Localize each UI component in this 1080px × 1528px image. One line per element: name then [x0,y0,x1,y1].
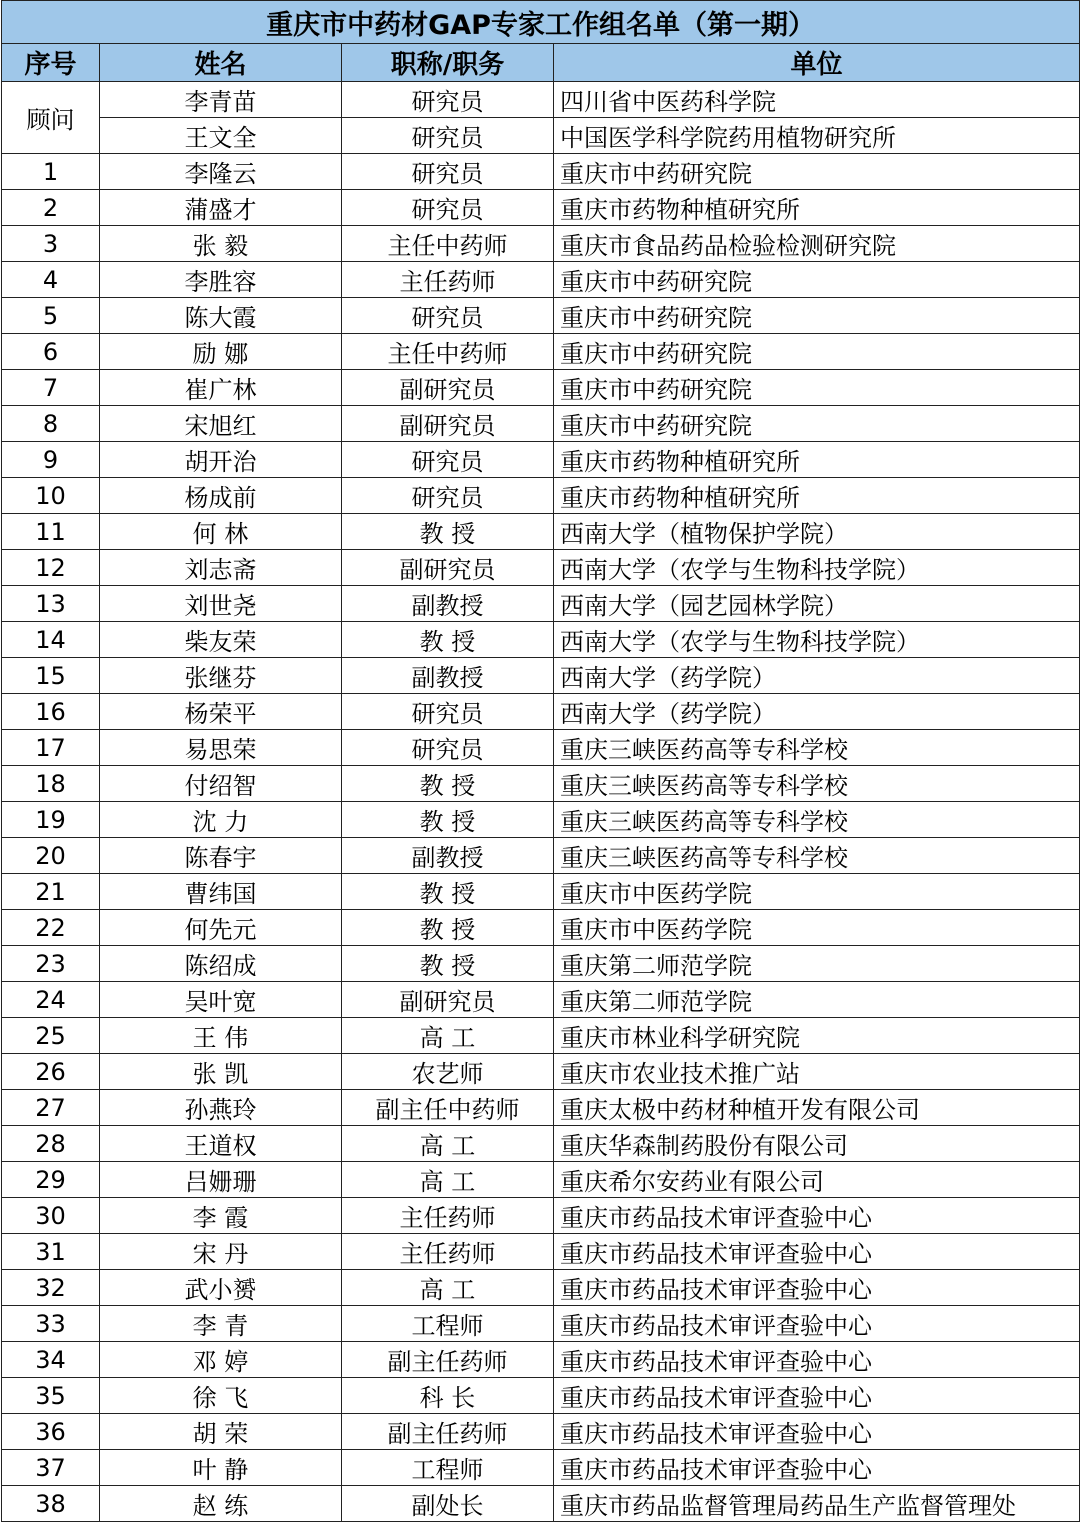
member-title: 高 工 [342,1162,554,1198]
member-title: 农艺师 [342,1054,554,1090]
member-unit: 西南大学（农学与生物科技学院） [554,550,1080,586]
member-seq: 33 [2,1306,100,1342]
table-row [2,766,1080,802]
member-seq: 36 [2,1414,100,1450]
member-title: 副研究员 [342,982,554,1018]
member-title: 副研究员 [342,370,554,406]
member-unit: 西南大学（农学与生物科技学院） [554,622,1080,658]
member-seq: 11 [2,514,100,550]
member-unit: 重庆市药物种植研究所 [554,478,1080,514]
member-seq: 37 [2,1450,100,1486]
member-unit: 重庆市药物种植研究所 [554,442,1080,478]
member-seq: 20 [2,838,100,874]
member-name: 崔广林 [100,370,342,406]
member-seq: 3 [2,226,100,262]
advisor-label: 顾问 [2,82,100,154]
member-name: 柴友荣 [100,622,342,658]
member-seq: 1 [2,154,100,190]
member-unit: 重庆市药品技术审评查验中心 [554,1378,1080,1414]
member-name: 易思荣 [100,730,342,766]
table-row [2,370,1080,406]
member-unit: 重庆市中药研究院 [554,262,1080,298]
advisor-unit: 中国医学科学院药用植物研究所 [554,118,1080,154]
member-name: 杨成前 [100,478,342,514]
table-body [2,82,1080,1522]
member-unit: 重庆市药品技术审评查验中心 [554,1270,1080,1306]
table-row [2,154,1080,190]
table-row [2,550,1080,586]
member-title: 副处长 [342,1486,554,1522]
member-title: 教 授 [342,514,554,550]
member-unit: 重庆市药品技术审评查验中心 [554,1306,1080,1342]
member-title: 研究员 [342,442,554,478]
member-title: 主任药师 [342,1234,554,1270]
advisor-title: 研究员 [342,118,554,154]
member-seq: 15 [2,658,100,694]
member-unit: 重庆市药品技术审评查验中心 [554,1342,1080,1378]
member-unit: 西南大学（药学院） [554,658,1080,694]
member-name: 付绍智 [100,766,342,802]
member-title: 研究员 [342,694,554,730]
member-name: 张 凯 [100,1054,342,1090]
table-row [2,1162,1080,1198]
member-unit: 重庆市药品技术审评查验中心 [554,1198,1080,1234]
member-seq: 27 [2,1090,100,1126]
table-row [2,1126,1080,1162]
member-unit: 西南大学（园艺园林学院） [554,586,1080,622]
table-row [2,1486,1080,1522]
member-name: 赵 练 [100,1486,342,1522]
member-unit: 重庆三峡医药高等专科学校 [554,730,1080,766]
header-seq: 序号 [2,44,100,82]
member-unit: 重庆市药品技术审评查验中心 [554,1450,1080,1486]
member-unit: 重庆华森制药股份有限公司 [554,1126,1080,1162]
member-seq: 32 [2,1270,100,1306]
table-title: 重庆市中药材GAP专家工作组名单（第一期） [2,1,1080,44]
header-unit: 单位 [554,44,1080,82]
table-row [2,1450,1080,1486]
table-row [2,298,1080,334]
member-title: 副教授 [342,586,554,622]
table-row [2,334,1080,370]
member-title: 教 授 [342,910,554,946]
member-title: 主任中药师 [342,226,554,262]
member-name: 宋旭红 [100,406,342,442]
member-seq: 6 [2,334,100,370]
member-unit: 西南大学（药学院） [554,694,1080,730]
member-name: 吕姗珊 [100,1162,342,1198]
member-name: 胡 荣 [100,1414,342,1450]
member-unit: 西南大学（植物保护学院） [554,514,1080,550]
member-name: 孙燕玲 [100,1090,342,1126]
table-row [2,802,1080,838]
member-name: 陈大霞 [100,298,342,334]
member-name: 刘志斋 [100,550,342,586]
member-seq: 5 [2,298,100,334]
member-title: 工程师 [342,1450,554,1486]
table-row [2,1270,1080,1306]
member-title: 副教授 [342,838,554,874]
table-row [2,262,1080,298]
member-name: 张继芬 [100,658,342,694]
member-unit: 重庆市药品技术审评查验中心 [554,1234,1080,1270]
member-unit: 重庆三峡医药高等专科学校 [554,802,1080,838]
table-row [2,694,1080,730]
advisor-title: 研究员 [342,82,554,118]
member-name: 胡开治 [100,442,342,478]
expert-list-table [1,0,1080,1522]
member-title: 副主任药师 [342,1342,554,1378]
table-row [2,838,1080,874]
member-seq: 2 [2,190,100,226]
member-title: 副主任药师 [342,1414,554,1450]
member-name: 刘世尧 [100,586,342,622]
member-title: 教 授 [342,946,554,982]
member-seq: 25 [2,1018,100,1054]
member-unit: 重庆三峡医药高等专科学校 [554,838,1080,874]
member-name: 邓 婷 [100,1342,342,1378]
member-title: 教 授 [342,766,554,802]
member-unit: 重庆第二师范学院 [554,946,1080,982]
member-seq: 10 [2,478,100,514]
member-unit: 重庆市中药研究院 [554,298,1080,334]
member-name: 何先元 [100,910,342,946]
member-title: 主任药师 [342,262,554,298]
advisor-row [2,118,1080,154]
member-name: 李 青 [100,1306,342,1342]
member-name: 沈 力 [100,802,342,838]
member-title: 高 工 [342,1126,554,1162]
member-unit: 重庆市中医药学院 [554,874,1080,910]
member-unit: 重庆市中药研究院 [554,370,1080,406]
member-seq: 28 [2,1126,100,1162]
member-seq: 4 [2,262,100,298]
member-seq: 34 [2,1342,100,1378]
member-seq: 31 [2,1234,100,1270]
table-row [2,406,1080,442]
member-name: 徐 飞 [100,1378,342,1414]
member-unit: 重庆市中药研究院 [554,154,1080,190]
member-title: 高 工 [342,1270,554,1306]
member-unit: 重庆第二师范学院 [554,982,1080,1018]
member-seq: 38 [2,1486,100,1522]
member-title: 研究员 [342,730,554,766]
member-name: 陈绍成 [100,946,342,982]
table-row [2,910,1080,946]
member-title: 研究员 [342,190,554,226]
table-row [2,1306,1080,1342]
table-row [2,982,1080,1018]
member-title: 研究员 [342,478,554,514]
advisor-name: 王文全 [100,118,342,154]
member-seq: 12 [2,550,100,586]
member-seq: 14 [2,622,100,658]
member-unit: 重庆三峡医药高等专科学校 [554,766,1080,802]
member-title: 教 授 [342,622,554,658]
member-name: 张 毅 [100,226,342,262]
member-title: 副教授 [342,658,554,694]
member-name: 蒲盛才 [100,190,342,226]
member-seq: 23 [2,946,100,982]
member-unit: 重庆市药物种植研究所 [554,190,1080,226]
member-seq: 7 [2,370,100,406]
member-unit: 重庆市中药研究院 [554,334,1080,370]
table-row [2,1054,1080,1090]
table-row [2,658,1080,694]
table-row [2,946,1080,982]
table-row [2,1018,1080,1054]
table-row [2,730,1080,766]
table-row [2,478,1080,514]
member-name: 王 伟 [100,1018,342,1054]
member-title: 副主任中药师 [342,1090,554,1126]
member-name: 何 林 [100,514,342,550]
table-row [2,1198,1080,1234]
member-unit: 重庆太极中药材种植开发有限公司 [554,1090,1080,1126]
member-unit: 重庆市药品技术审评查验中心 [554,1414,1080,1450]
member-unit: 重庆市农业技术推广站 [554,1054,1080,1090]
member-seq: 9 [2,442,100,478]
member-seq: 8 [2,406,100,442]
member-name: 杨荣平 [100,694,342,730]
member-seq: 13 [2,586,100,622]
table-row [2,1378,1080,1414]
member-seq: 22 [2,910,100,946]
member-seq: 19 [2,802,100,838]
member-unit: 重庆市食品药品检验检测研究院 [554,226,1080,262]
member-title: 副研究员 [342,406,554,442]
member-name: 王道权 [100,1126,342,1162]
table-row [2,1414,1080,1450]
member-seq: 35 [2,1378,100,1414]
member-seq: 29 [2,1162,100,1198]
advisor-row [2,82,1080,118]
member-title: 研究员 [342,298,554,334]
member-unit: 重庆希尔安药业有限公司 [554,1162,1080,1198]
member-title: 主任中药师 [342,334,554,370]
table-header-row [2,44,1080,82]
member-seq: 17 [2,730,100,766]
member-seq: 16 [2,694,100,730]
header-name: 姓名 [100,44,342,82]
member-title: 科 长 [342,1378,554,1414]
member-seq: 21 [2,874,100,910]
member-title: 研究员 [342,154,554,190]
member-title: 主任药师 [342,1198,554,1234]
member-title: 教 授 [342,802,554,838]
member-unit: 重庆市药品监督管理局药品生产监督管理处 [554,1486,1080,1522]
member-title: 工程师 [342,1306,554,1342]
table-row [2,190,1080,226]
member-seq: 30 [2,1198,100,1234]
member-name: 李 霞 [100,1198,342,1234]
table-row [2,622,1080,658]
member-title: 教 授 [342,874,554,910]
member-name: 宋 丹 [100,1234,342,1270]
table-row [2,226,1080,262]
member-name: 武小赟 [100,1270,342,1306]
member-name: 叶 静 [100,1450,342,1486]
member-name: 曹纬国 [100,874,342,910]
member-seq: 18 [2,766,100,802]
member-seq: 26 [2,1054,100,1090]
member-name: 李隆云 [100,154,342,190]
header-title: 职称/职务 [342,44,554,82]
table-row [2,514,1080,550]
member-name: 吴叶宽 [100,982,342,1018]
member-name: 陈春宇 [100,838,342,874]
member-name: 李胜容 [100,262,342,298]
table-row [2,1234,1080,1270]
member-unit: 重庆市林业科学研究院 [554,1018,1080,1054]
advisor-unit: 四川省中医药科学院 [554,82,1080,118]
table-row [2,874,1080,910]
member-unit: 重庆市中医药学院 [554,910,1080,946]
table-row [2,442,1080,478]
member-unit: 重庆市中药研究院 [554,406,1080,442]
advisor-name: 李青苗 [100,82,342,118]
table-row [2,1342,1080,1378]
table-row [2,586,1080,622]
member-title: 高 工 [342,1018,554,1054]
member-title: 副研究员 [342,550,554,586]
member-name: 励 娜 [100,334,342,370]
member-seq: 24 [2,982,100,1018]
table-row [2,1090,1080,1126]
